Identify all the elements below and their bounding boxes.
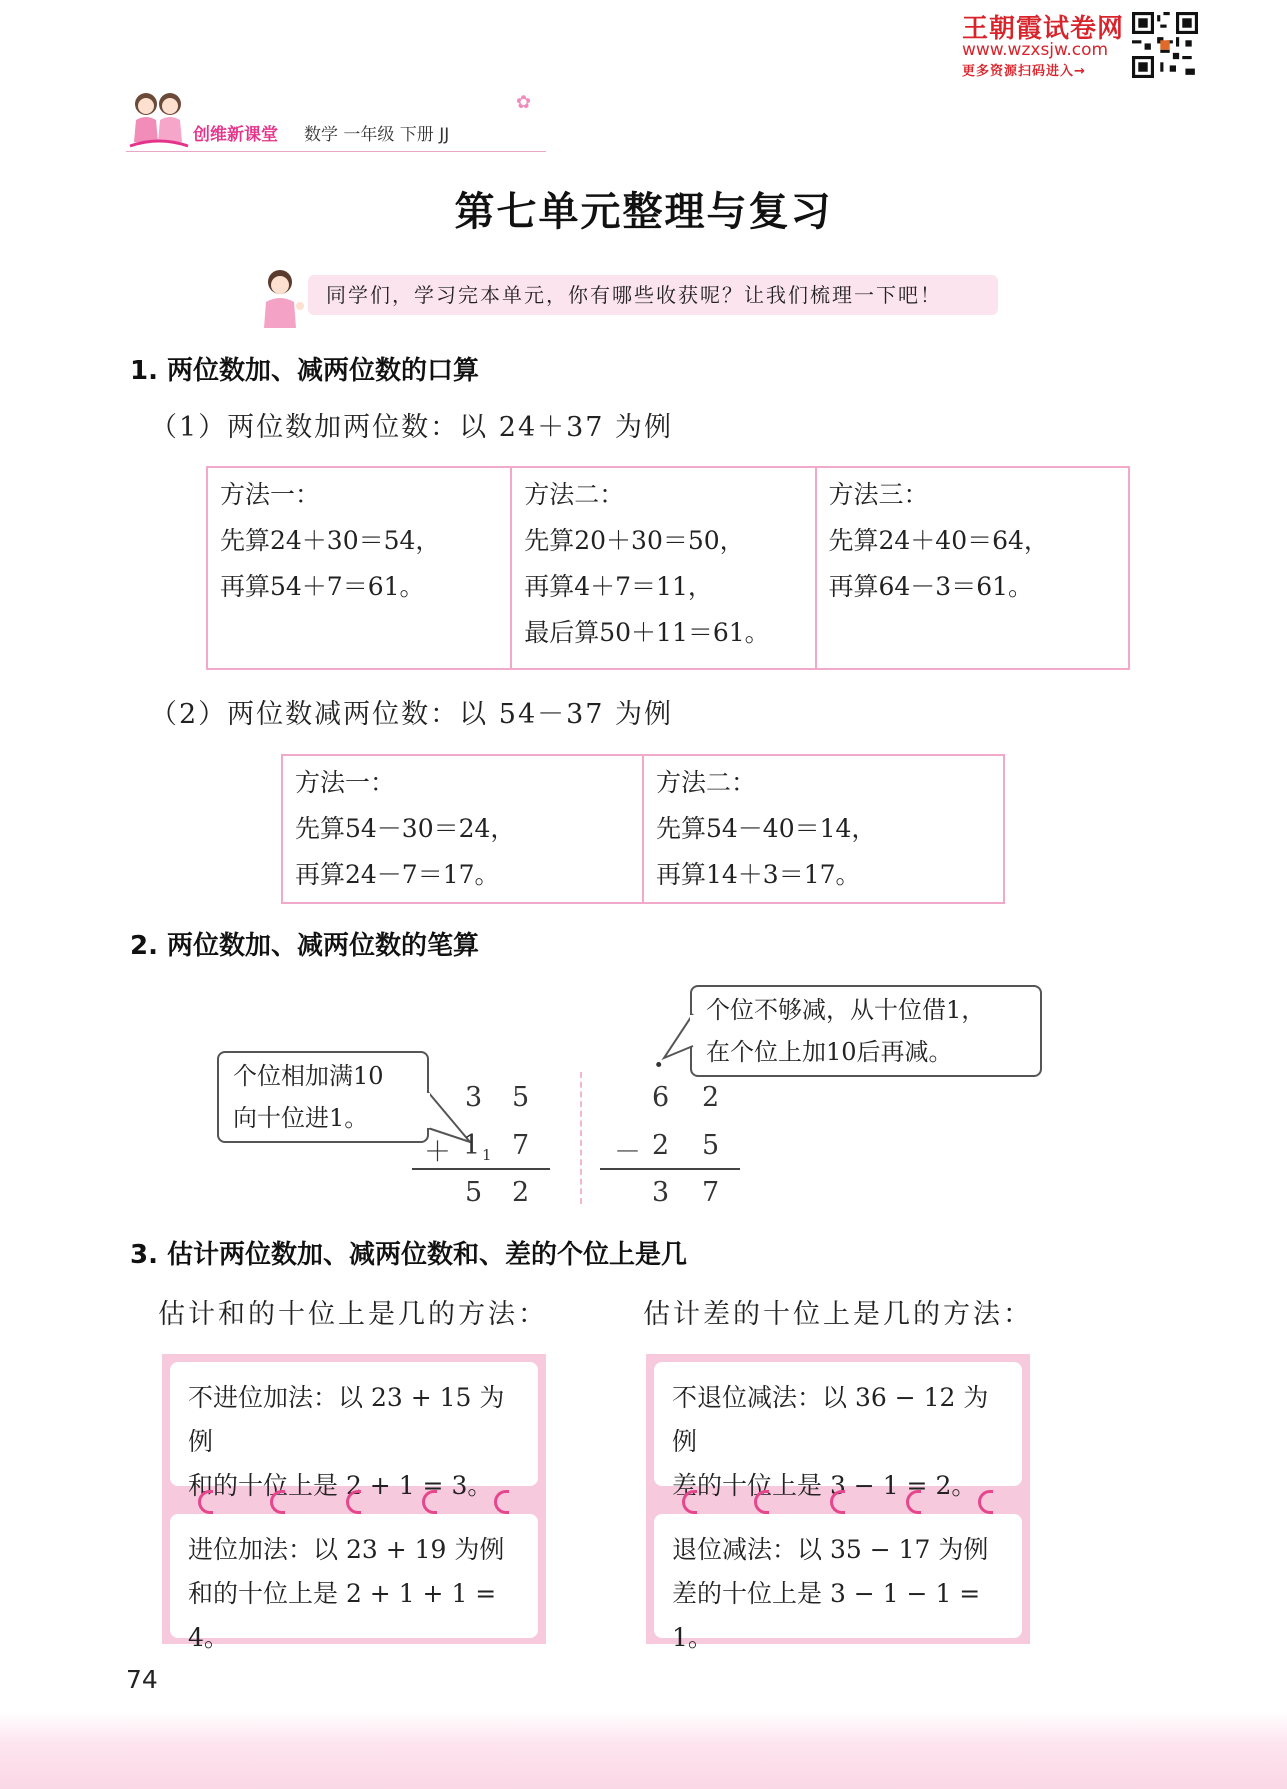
card-line: 差的十位上是 3 − 1 − 1 = 1。 [672,1579,981,1652]
method-title: 方法二： [656,768,757,797]
method-line: 再算64－3＝61。 [828,572,1034,601]
method-title: 方法二： [524,480,625,509]
binder-ring-icon [754,1490,769,1514]
addend2-ones-digit: 7 [512,1130,530,1161]
bubble-pointer-icon [660,1008,700,1068]
plus-sign: ＋ [424,1137,451,1168]
minus-sign: － [614,1137,641,1168]
sum-estimate-heading: 估计和的十位上是几的方法： [158,1299,548,1330]
borrow-note-bubble [690,985,1042,1077]
section-2-heading: 2. 两位数加、减两位数的笔算 [130,931,480,961]
page-number: 74 [126,1665,158,1694]
calc-divider [580,1072,582,1204]
brand-title: 王朝霞试卷网 [962,14,1125,44]
method-title: 方法一： [220,480,321,509]
section-3-heading: 3. 估计两位数加、减两位数和、差的个位上是几 [130,1240,688,1270]
subtraction-methods-table [281,754,1005,904]
binder-ring-icon [494,1490,509,1514]
method-line: 再算14＋3＝17。 [656,860,861,889]
header-divider [126,151,546,152]
addition-methods-table [206,466,1130,670]
carry-note-line: 个位相加满10 [233,1062,384,1090]
section-1-heading: 1. 两位数加、减两位数的口算 [130,356,480,386]
binder-ring-icon [346,1490,361,1514]
minuend-ones-digit: 2 [702,1082,720,1113]
no-carry-addition-card [170,1362,538,1500]
binder-ring-icon [830,1490,845,1514]
section-1-part-1-heading: （1）两位数加两位数：以 24＋37 为例 [150,412,674,443]
carry-note-bubble [217,1051,429,1143]
card-line: 退位减法：以 35 − 17 为例 [672,1535,989,1564]
difference-estimate-cards [646,1354,1030,1652]
card-line: 和的十位上是 2 + 1 + 1 = 4。 [188,1579,497,1652]
card-line: 不退位减法：以 36 − 12 为例 [672,1383,989,1456]
card-line: 进位加法：以 23 + 19 为例 [188,1535,505,1564]
sum-tens-digit: 5 [465,1177,483,1208]
method-cell [207,467,511,669]
method-line: 先算54－40＝14， [656,814,877,843]
method-line: 再算54＋7＝61。 [220,572,425,601]
sum-estimate-cards [162,1354,546,1652]
binder-ring-icon [270,1490,285,1514]
addend-ones-digit: 5 [512,1082,530,1113]
difference-estimate-heading: 估计差的十位上是几的方法： [643,1299,1033,1330]
footer-band [0,1712,1287,1789]
section-1-part-2-heading: （2）两位数减两位数：以 54－37 为例 [150,699,674,730]
method-line: 先算24＋40＝64， [828,526,1049,555]
teacher-illustration-icon [254,266,312,328]
difference-line [600,1168,740,1170]
addend-tens-digit: 3 [465,1082,483,1113]
card-line: 不进位加法：以 23 + 15 为例 [188,1383,505,1456]
carry-addition-card [170,1514,538,1652]
difference-tens-digit: 3 [652,1177,670,1208]
method-line: 最后算50＋11＝61。 [524,618,770,647]
method-cell [816,467,1130,669]
series-logo-icon [126,86,192,158]
borrow-note-line: 在个位上加10后再减。 [706,1038,953,1066]
borrow-note-line: 个位不够减，从十位借1， [706,996,986,1024]
no-borrow-subtraction-card [654,1362,1022,1500]
method-line: 先算54－30＝24， [295,814,516,843]
method-cell [643,755,1004,903]
method-line: 再算4＋7＝11， [524,572,713,601]
addend2-tens-digit: 1 [463,1130,481,1161]
method-cell [282,755,643,903]
sum-ones-digit: 2 [512,1177,530,1208]
binder-ring-icon [198,1490,213,1514]
brand-subtitle: 更多资源扫码进入→ [962,64,1086,79]
carry-note-line: 向十位进1。 [233,1104,369,1132]
carry-digit: 1 [482,1146,492,1164]
minuend-tens-digit: 6 [652,1082,670,1113]
method-title: 方法三： [828,480,929,509]
subtrahend-tens-digit: 2 [652,1130,670,1161]
borrow-dot: · [654,1050,664,1081]
method-line: 再算24－7＝17。 [295,860,500,889]
binder-ring-icon [682,1490,697,1514]
subtrahend-ones-digit: 5 [702,1130,720,1161]
sum-line [412,1168,550,1170]
method-line: 先算24＋30＝54， [220,526,441,555]
intro-banner: 同学们，学习完本单元，你有哪些收获呢？让我们梳理一下吧！ [308,275,998,315]
difference-ones-digit: 7 [702,1177,720,1208]
method-title: 方法一： [295,768,396,797]
binder-ring-icon [978,1490,993,1514]
binder-ring-icon [422,1490,437,1514]
borrow-subtraction-card [654,1514,1022,1652]
method-cell [511,467,815,669]
method-line: 先算20＋30＝50， [524,526,745,555]
qr-code-icon[interactable] [1132,12,1198,78]
book-info: 数学 一年级 下册 JJ [304,125,450,145]
flower-icon: ✿ [516,92,532,113]
brand-url[interactable]: www.wzxsjw.com [962,40,1109,60]
binder-ring-icon [906,1490,921,1514]
series-name: 创维新课堂 [193,125,278,145]
page-title: 第七单元整理与复习 [454,189,833,235]
card-line: 和的十位上是 2 + 1 = 3。 [188,1471,493,1500]
card-line: 差的十位上是 3 − 1 = 2。 [672,1471,977,1500]
